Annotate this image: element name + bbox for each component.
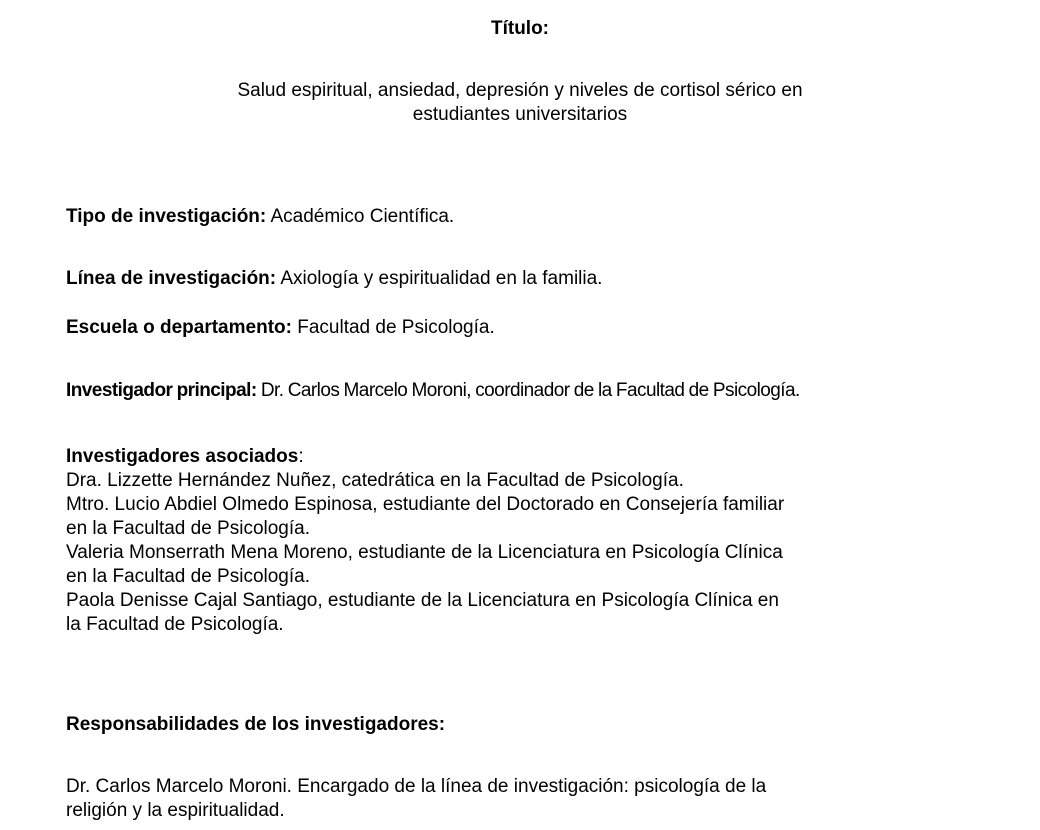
- field-escuela-label: Escuela o departamento:: [66, 317, 292, 338]
- field-investigador-principal: [66, 379, 800, 403]
- associate-line: Valeria Monserrath Mena Moreno, estudiante de la Licenciatura en Psicología Clínica: [66, 542, 783, 563]
- associates-section: [66, 445, 986, 637]
- associates-colon: :: [298, 446, 304, 467]
- associates-heading: [66, 445, 986, 469]
- associate-line: en la Facultad de Psicología.: [66, 518, 310, 539]
- responsibilities-section: [66, 775, 986, 823]
- field-principal-label: Investigador principal:: [66, 380, 257, 401]
- associate-line: Dra. Lizzette Hernández Nuñez, catedrática en la Facultad de Psicología.: [66, 470, 684, 491]
- associate-line: Mtro. Lucio Abdiel Olmedo Espinosa, estudiante del Doctorado en Consejería familiar: [66, 494, 785, 515]
- field-tipo-investigacion: [66, 205, 454, 229]
- associate-line: en la Facultad de Psicología.: [66, 566, 310, 587]
- title-heading: Título:: [490, 18, 550, 39]
- responsibility-line: Dr. Carlos Marcelo Moroni. Encargado de la línea de investigación: psicología de la: [66, 776, 767, 797]
- field-tipo-label: Tipo de investigación:: [66, 206, 267, 227]
- field-principal-value: Dr. Carlos Marcelo Moroni, coordinador de la Facultad de Psicología.: [256, 380, 800, 401]
- field-escuela-value: Facultad de Psicología.: [291, 317, 495, 338]
- associate-line: Paola Denisse Cajal Santiago, estudiante de la Licenciatura en Psicología Clínica en: [66, 590, 779, 611]
- document-title-line-1: Salud espiritual, ansiedad, depresión y niveles de cortisol sérico en: [237, 80, 803, 101]
- field-linea-investigacion: [66, 267, 602, 291]
- associates-label: Investigadores asociados: [66, 446, 299, 467]
- field-escuela-departamento: [66, 316, 495, 340]
- document-title: [0, 79, 1040, 127]
- field-linea-value: Axiología y espiritualidad en la familia.: [276, 268, 603, 289]
- field-linea-label: Línea de investigación:: [66, 268, 277, 289]
- responsibility-line: religión y la espiritualidad.: [66, 800, 285, 821]
- document-title-line-2: estudiantes universitarios: [412, 104, 628, 125]
- field-tipo-value: Académico Científica.: [266, 206, 455, 227]
- responsibilities-heading: [66, 713, 445, 737]
- associate-line: la Facultad de Psicología.: [66, 614, 284, 635]
- responsibilities-label: Responsabilidades de los investigadores:: [66, 714, 446, 735]
